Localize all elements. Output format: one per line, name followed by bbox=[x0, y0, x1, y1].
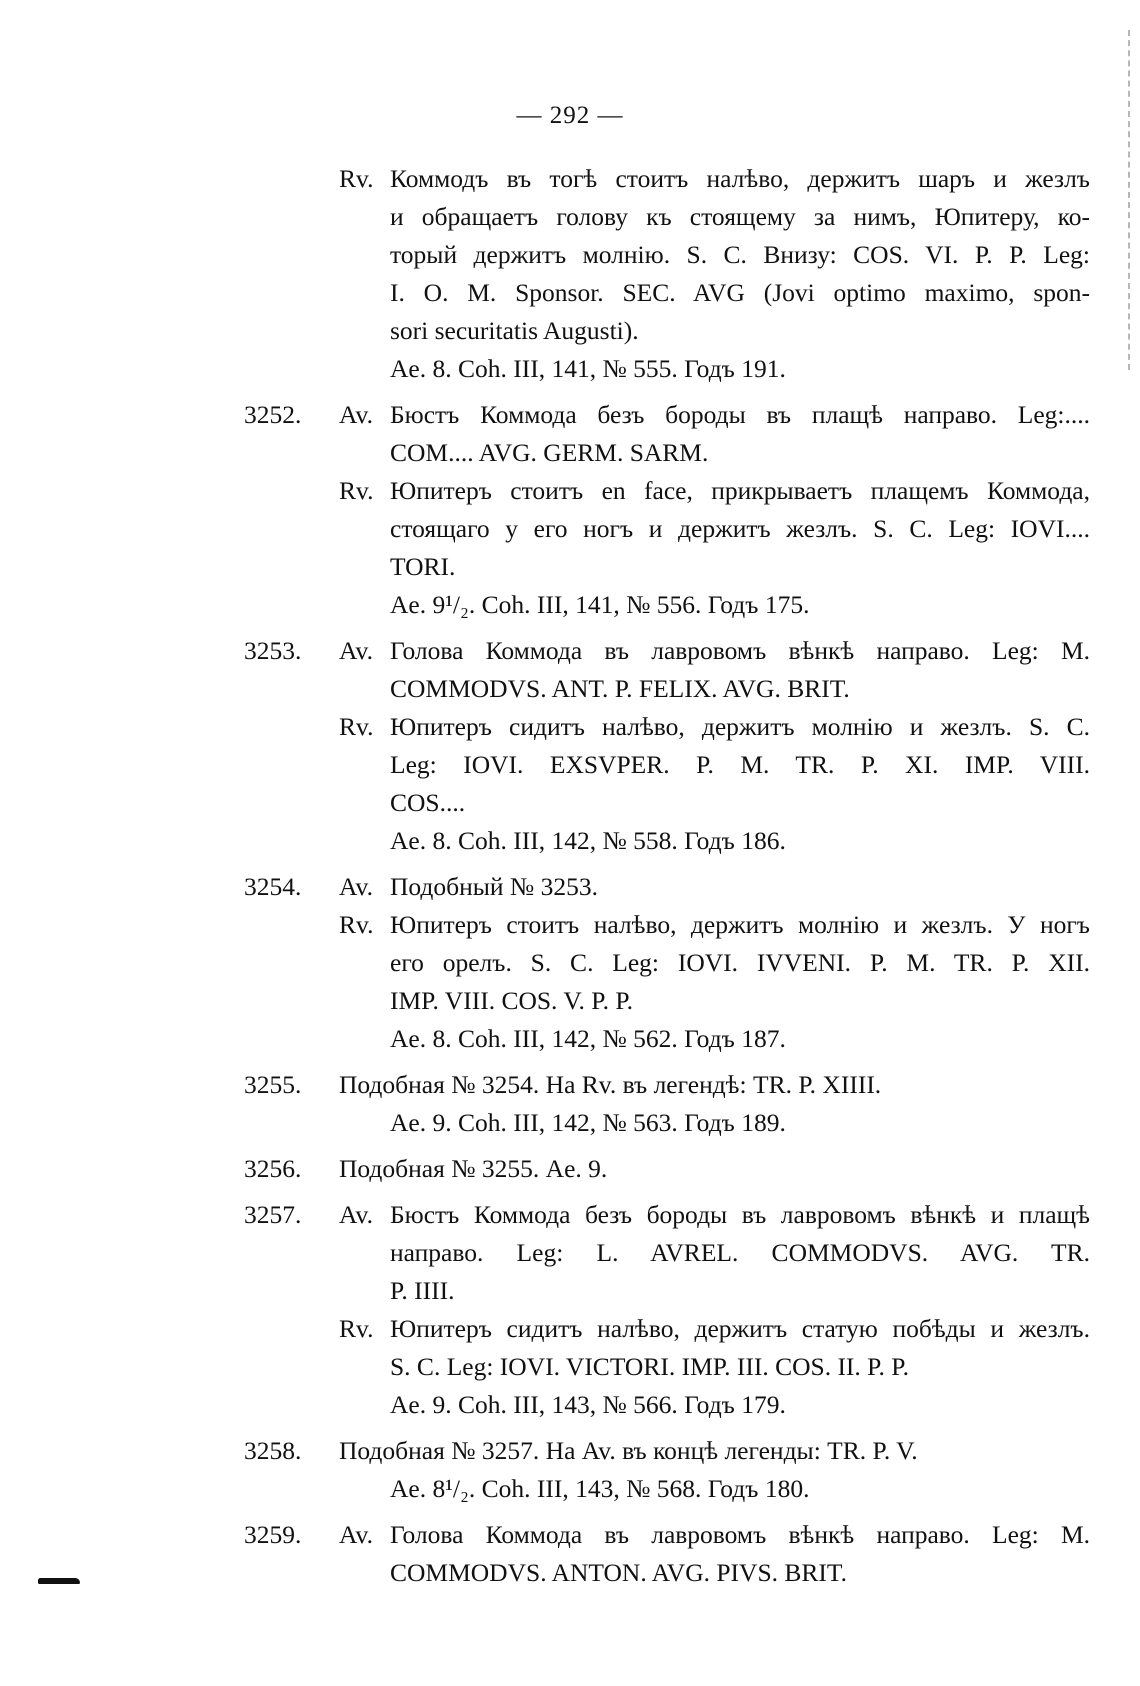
av-line: P. IIII. bbox=[390, 1276, 455, 1305]
reference-line: Ae. 8. Coh. III, 142, № 558. Годъ 186. bbox=[390, 826, 786, 855]
entry-line: Подобная № 3254. На Rv. въ легендѣ: TR. P. XIIII. bbox=[339, 1070, 882, 1099]
av-label: Av. bbox=[339, 1200, 373, 1229]
entry-number: 3259. bbox=[244, 1520, 302, 1549]
rv-line: I. O. M. Sponsor. SEC. AVG (Jovi optimo maximo, spon- bbox=[390, 278, 1090, 307]
av-line: Бюстъ Коммода безъ бороды въ лавровомъ вѣнкѣ и плащѣ bbox=[390, 1200, 1090, 1229]
av-label: Av. bbox=[339, 872, 373, 901]
av-line: COMMODVS. ANTON. AVG. PIVS. BRIT. bbox=[390, 1558, 847, 1587]
entry-number: 3255. bbox=[244, 1070, 302, 1099]
rv-line: S. C. Leg: IOVI. VICTORI. IMP. III. COS. II. P. P. bbox=[390, 1352, 910, 1381]
entry-3252 bbox=[244, 396, 1090, 624]
rv-label: Rv. bbox=[339, 476, 374, 505]
rv-line: IMP. VIII. COS. V. P. P. bbox=[390, 986, 634, 1015]
rv-line: Юпитеръ сидитъ налѣво, держитъ молнiю и жезлъ. S. C. bbox=[390, 712, 1090, 741]
entry-number: 3252. bbox=[244, 400, 302, 429]
entry-3254 bbox=[244, 868, 1090, 1058]
entry-number: 3256. bbox=[244, 1154, 302, 1183]
rv-line: стоящаго у его ногъ и держитъ жезлъ. S. C. Leg: IOVI.... bbox=[390, 514, 1090, 543]
reference-line: Ae. 9. Coh. III, 142, № 563. Годъ 189. bbox=[390, 1108, 786, 1137]
rv-line: Юпитеръ стоитъ en face, прикрываетъ плащемъ Коммода, bbox=[390, 476, 1090, 505]
reference-line: Ae. 9¹/₂. Coh. III, 141, № 556. Годъ 175. bbox=[390, 590, 810, 619]
catalog-text bbox=[244, 160, 1090, 1592]
entry-number: 3258. bbox=[244, 1436, 302, 1465]
rv-label: Rv. bbox=[339, 910, 374, 939]
av-line: направо. Leg: L. AVREL. COMMODVS. AVG. TR. bbox=[390, 1238, 1090, 1267]
ink-mark bbox=[38, 1578, 80, 1584]
rv-label: Rv. bbox=[339, 712, 374, 741]
entry-line: Подобная № 3255. Ae. 9. bbox=[339, 1154, 608, 1183]
rv-line: Leg: IOVI. EXSVPER. P. M. TR. P. XI. IMP. VIII. bbox=[390, 750, 1090, 779]
entry-3256 bbox=[244, 1150, 1090, 1188]
entry-3259 bbox=[244, 1516, 1090, 1592]
reference-line: Ae. 8. Coh. III, 142, № 562. Годъ 187. bbox=[390, 1024, 786, 1053]
rv-label: Rv. bbox=[339, 1314, 374, 1343]
rv-line: Юпитеръ сидитъ налѣво, держитъ статую побѣды и жезлъ. bbox=[390, 1314, 1090, 1343]
rv-label: Rv. bbox=[339, 164, 374, 193]
av-line: Бюстъ Коммода безъ бороды въ плащѣ направо. Leg:.... bbox=[390, 400, 1090, 429]
av-line: Голова Коммода въ лавровомъ вѣнкѣ направо. Leg: M. bbox=[390, 636, 1090, 665]
rv-line: COS.... bbox=[390, 788, 466, 817]
av-line: COM.... AVG. GERM. SARM. bbox=[390, 438, 709, 467]
page-number: — 292 — bbox=[516, 102, 624, 129]
rv-line: и обращаетъ голову къ стоящему за нимъ, Юпитеру, ко- bbox=[390, 202, 1090, 231]
scan-edge-mark bbox=[1128, 30, 1133, 370]
av-label: Av. bbox=[339, 1520, 373, 1549]
entry-3257 bbox=[244, 1196, 1090, 1424]
entry-number: 3254. bbox=[244, 872, 302, 901]
entry-line: Подобная № 3257. На Av. въ концѣ легенды: TR. P. V. bbox=[339, 1436, 918, 1465]
entry-continuation bbox=[262, 160, 1090, 388]
rv-line: торый держитъ молнiю. S. C. Внизу: COS. VI. P. P. Leg: bbox=[390, 240, 1090, 269]
entry-3253 bbox=[244, 632, 1090, 860]
rv-line: TORI. bbox=[390, 552, 456, 581]
av-label: Av. bbox=[339, 636, 373, 665]
rv-line: Коммодъ въ тогѣ стоитъ налѣво, держитъ шаръ и жезлъ bbox=[390, 164, 1090, 193]
rv-line: sori securitatis Augusti). bbox=[390, 316, 639, 345]
av-line: Голова Коммода въ лавровомъ вѣнкѣ направо. Leg: M. bbox=[390, 1520, 1090, 1549]
av-label: Av. bbox=[339, 400, 373, 429]
entry-3258 bbox=[244, 1432, 1090, 1508]
reference-line: Ae. 8. Coh. III, 141, № 555. Годъ 191. bbox=[390, 354, 786, 383]
av-line: Подобный № 3253. bbox=[390, 872, 599, 901]
reference-line: Ae. 9. Coh. III, 143, № 566. Годъ 179. bbox=[390, 1390, 786, 1419]
reference-line: Ae. 8¹/₂. Coh. III, 143, № 568. Годъ 180. bbox=[390, 1474, 810, 1503]
entry-number: 3257. bbox=[244, 1200, 302, 1229]
entry-3255 bbox=[244, 1066, 1090, 1142]
av-line: COMMODVS. ANT. P. FELIX. AVG. BRIT. bbox=[390, 674, 850, 703]
rv-line: Юпитеръ стоитъ налѣво, держитъ молнiю и жезлъ. У ногъ bbox=[390, 910, 1090, 939]
entry-number: 3253. bbox=[244, 636, 302, 665]
rv-line: его орелъ. S. C. Leg: IOVI. IVVENI. P. M. TR. P. XII. bbox=[390, 948, 1090, 977]
